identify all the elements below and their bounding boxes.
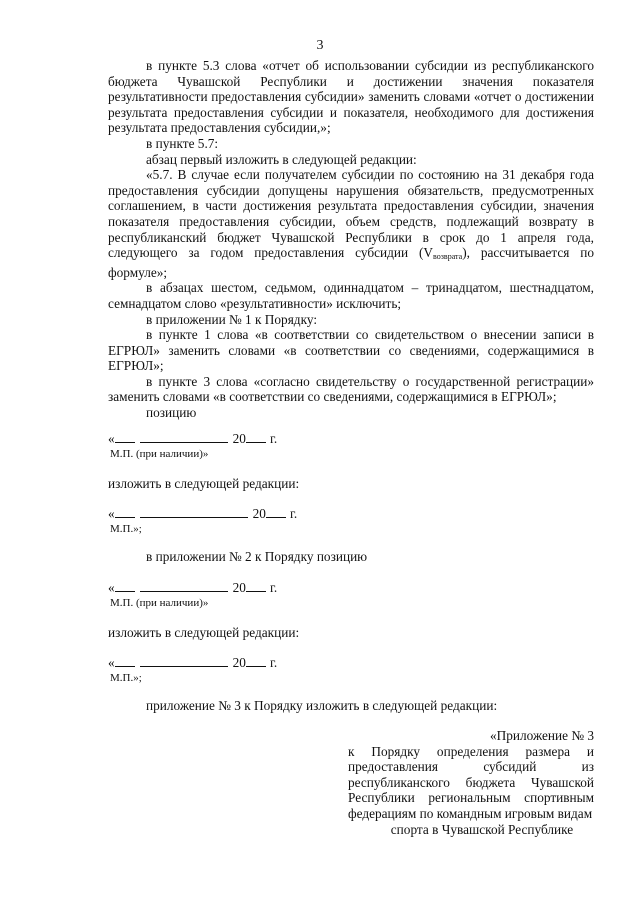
open-quote: « bbox=[108, 431, 115, 446]
edit-instruction-1: изложить в следующей редакции: bbox=[108, 476, 300, 491]
year-prefix: 20 bbox=[232, 655, 246, 670]
paragraph-5-3: в пункте 5.3 слова «отчет об использовании субсидии из республиканского бюджета Чувашской Республики и достижении значения показателя результативности предоставления субсидии» заменить словами «отчет о достижении результата предоставления субсидии и показателя, необходимого для достижения результата предоставления субсидии,»; bbox=[108, 58, 594, 136]
paragraph-abzacy: в абзацах шестом, седьмом, одиннадцатом – тринадцатом, шестнадцатом, семнадцатом слово «результативности» исключить; bbox=[108, 280, 594, 311]
date-line bbox=[108, 431, 368, 447]
appendix-title: «Приложение № 3 bbox=[490, 728, 594, 743]
paragraph-punkt1: в пункте 1 слова «в соответствии со свидетельством о внесении записи в ЕГРЮЛ» заменить словами «в соответствии со сведениями, содержащимися в ЕГРЮЛ»; bbox=[108, 327, 594, 374]
mp-plain: М.П.»; bbox=[110, 672, 142, 684]
year-prefix: 20 bbox=[232, 580, 246, 595]
paragraph-5-7-text bbox=[108, 167, 594, 280]
appendix-body: к Порядку определения размера и предоставления субсидий из республиканского бюджета Чувашской Республики региональным спортивным федерациям по командным игровым видам bbox=[348, 743, 594, 821]
edit-instruction-2: изложить в следующей редакции: bbox=[108, 625, 300, 640]
date-line bbox=[108, 580, 368, 596]
year-suffix: г. bbox=[269, 431, 278, 446]
open-quote: « bbox=[108, 506, 115, 521]
mp-note: М.П. (при наличии)» bbox=[110, 448, 209, 460]
paragraph-5-7: в пункте 5.7: bbox=[146, 135, 219, 151]
year-prefix: 20 bbox=[232, 431, 246, 446]
date-block-2 bbox=[108, 506, 368, 535]
year-suffix: г. bbox=[289, 506, 298, 521]
paragraph-app1: в приложении № 1 к Порядку: bbox=[146, 311, 318, 327]
page-number: 3 bbox=[316, 38, 324, 53]
paragraph-5-7-text-b: ), рассчитывается по формуле»; bbox=[108, 245, 594, 280]
mp-plain: М.П.»; bbox=[110, 523, 142, 535]
paragraph-poziciyu: позицию bbox=[146, 405, 197, 421]
mp-note: М.П. (при наличии)» bbox=[110, 597, 209, 609]
open-quote: « bbox=[108, 655, 115, 670]
year-suffix: г. bbox=[269, 655, 278, 670]
open-quote: « bbox=[108, 580, 115, 595]
paragraph-first-abzac: абзац первый изложить в следующей редакции: bbox=[146, 151, 417, 167]
date-line bbox=[108, 655, 368, 671]
appendix-last-line: спорта в Чувашской Республике bbox=[390, 821, 574, 837]
appendix-2-instruction: в приложении № 2 к Порядку позицию bbox=[146, 549, 368, 564]
year-prefix: 20 bbox=[252, 506, 266, 521]
appendix-3-instruction: приложение № 3 к Порядку изложить в следующей редакции: bbox=[146, 698, 498, 713]
appendix-header bbox=[348, 728, 594, 837]
date-line bbox=[108, 506, 368, 522]
date-block-4 bbox=[108, 655, 368, 684]
document-body bbox=[108, 58, 594, 421]
date-block-3 bbox=[108, 580, 368, 609]
subscript-vozvrata: возврата bbox=[433, 252, 463, 262]
year-suffix: г. bbox=[269, 580, 278, 595]
paragraph-5-7-text-a: «5.7. В случае если получателем субсидии по состоянию на 31 декабря года предоставления субсидии допущены нарушения обязательств, предусмотренных соглашением, в части достижения результата предоставления субсидии, значения показателя предоставления субсидии, объем средств, подлежащий возврату в республиканский бюджет Чувашской Республики в срок до 1 апреля года, следующего за годом предоставления субсидии (V bbox=[108, 167, 594, 261]
paragraph-punkt3: в пункте 3 слова «согласно свидетельству о государственной регистрации» заменить словами «в соответствии со сведениями, содержащимися в ЕГРЮЛ»; bbox=[108, 373, 594, 405]
date-block-1 bbox=[108, 431, 368, 460]
